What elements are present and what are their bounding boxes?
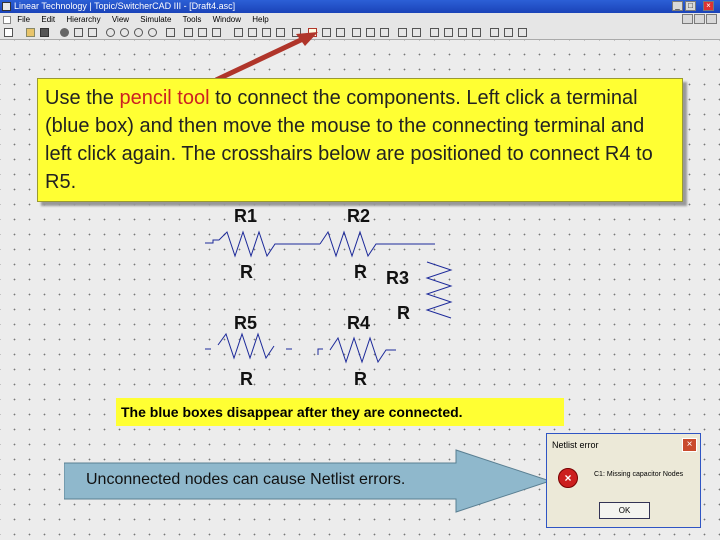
- minimize-button[interactable]: _: [672, 1, 683, 11]
- connection-note: The blue boxes disappear after they are connected.: [116, 398, 564, 426]
- dialog-title: Netlist error: [547, 434, 700, 457]
- callout-highlight: pencil tool: [119, 87, 210, 109]
- window-title: Linear Technology | Topic/SwitcherCAD III - [Draft4.asc]: [14, 1, 236, 11]
- error-icon: ×: [558, 468, 578, 488]
- menu-tools[interactable]: Tools: [182, 15, 202, 24]
- r3-value: R: [397, 303, 410, 323]
- r4-value: R: [354, 369, 367, 389]
- netlist-error-dialog: [546, 433, 701, 528]
- menu-view[interactable]: View: [111, 15, 130, 24]
- menu-window[interactable]: Window: [212, 15, 242, 24]
- ok-button[interactable]: OK: [599, 502, 650, 519]
- menu-edit[interactable]: Edit: [41, 15, 56, 24]
- r1-resistor[interactable]: [205, 232, 281, 256]
- r5-label: R5: [234, 313, 258, 333]
- r1-label: R1: [234, 206, 258, 226]
- arrow-note-text: Unconnected nodes can cause Netlist errors.: [86, 471, 406, 488]
- r3-resistor[interactable]: [427, 262, 451, 318]
- close-button[interactable]: ×: [703, 1, 714, 11]
- r4-left-terminal[interactable]: [318, 349, 323, 355]
- netlist-error-arrow: [64, 449, 552, 513]
- callout-text-before: Use the: [45, 87, 120, 109]
- callout-text-after: to connect the components. Left click a terminal (blue box) and then move the mouse to the connecting terminal and left click again. The crosshairs below are positioned to connect R4 to R5.: [45, 87, 653, 193]
- r1-value: R: [240, 262, 253, 282]
- r2-resistor[interactable]: [320, 232, 388, 256]
- dialog-close-button[interactable]: ×: [682, 438, 697, 452]
- dialog-message: C1: Missing capacitor Nodes: [594, 471, 684, 478]
- r5-value: R: [240, 369, 253, 389]
- r3-label: R3: [386, 268, 410, 288]
- r4-resistor[interactable]: [330, 338, 396, 362]
- menu-file[interactable]: File: [17, 15, 31, 24]
- r4-label: R4: [347, 313, 371, 333]
- menu-simulate[interactable]: Simulate: [140, 15, 172, 24]
- menu-hierarchy[interactable]: Hierarchy: [66, 15, 101, 24]
- r2-value: R: [354, 262, 367, 282]
- menu-help[interactable]: Help: [252, 15, 269, 24]
- r5-resistor[interactable]: [218, 334, 274, 358]
- r2-label: R2: [347, 206, 371, 226]
- maximize-button[interactable]: □: [685, 1, 696, 11]
